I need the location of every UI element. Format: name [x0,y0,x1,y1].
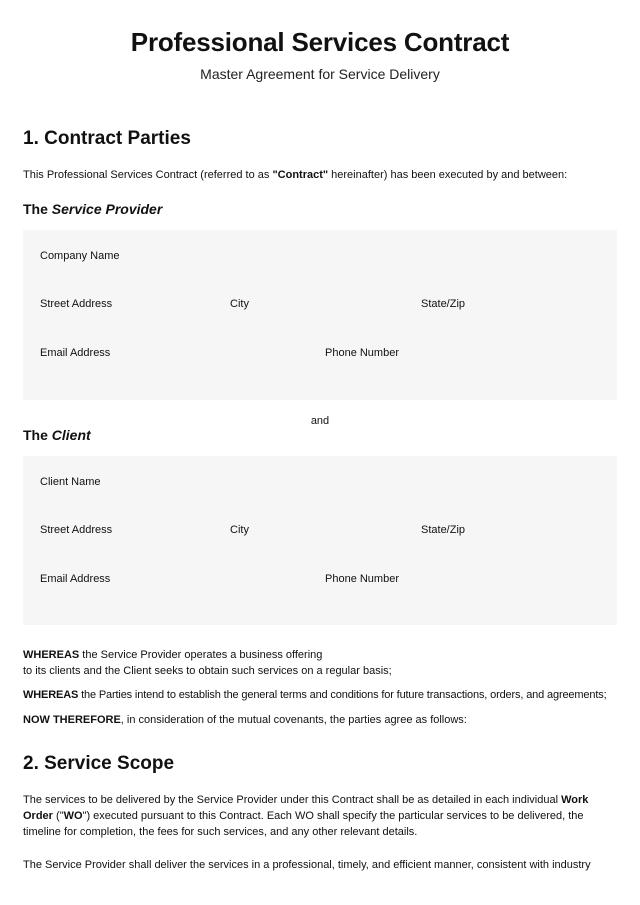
section-2-heading: 2. Service Scope [23,753,175,774]
document-subtitle: Master Agreement for Service Delivery [200,66,440,82]
scope-p1-text-c: ") executed pursuant to this Contract. Each WO shall specify the particular services to be delivered, the timeline for completion, the fees for such services, and any other relevant details. [23,810,584,838]
provider-state-zip-field[interactable]: State/Zip [421,298,466,310]
and-separator: and [310,415,330,427]
now-therefore-bold: NOW THEREFORE [23,714,121,726]
client-name-field[interactable]: Client Name [40,476,101,488]
client-heading-prefix: The [23,427,52,443]
whereas-clause-1 [23,647,623,679]
provider-street-address-field[interactable]: Street Address [40,298,113,310]
client-state-zip-field[interactable]: State/Zip [421,524,466,536]
client-city-field[interactable]: City [230,524,249,536]
now-therefore-text: , in consideration of the mutual covenants, the parties agree as follows: [120,714,467,726]
scope-p1-text-a: The services to be delivered by the Service Provider under this Contract shall be as detailed in each individual [23,794,562,806]
section-1-heading: 1. Contract Parties [23,128,191,149]
provider-details-box [23,230,617,400]
provider-email-address-field[interactable]: Email Address [40,347,111,359]
client-street-address-field[interactable]: Street Address [40,524,113,536]
scope-wo-term: WO [63,810,83,822]
provider-company-name-field[interactable]: Company Name [40,250,120,262]
intro-paragraph [23,167,623,183]
intro-text-before: This Professional Services Contract (referred to as [23,169,273,181]
whereas-1-line-2: to its clients and the Client seeks to obtain such services on a regular basis; [23,665,392,677]
intro-text-after: hereinafter) has been executed by and between: [328,169,568,181]
whereas-1-line-1: the Service Provider operates a business offering [79,649,323,661]
whereas-2-text: the Parties intend to establish the general terms and conditions for future transactions, orders, and agreements; [78,689,607,701]
service-scope-paragraph-2: The Service Provider shall deliver the services in a professional, timely, and efficient manner, consistent with industry [23,859,591,871]
document-title: Professional Services Contract [130,27,510,57]
whereas-1-bold: WHEREAS [23,649,80,661]
scope-p1-text-b: (" [52,810,64,822]
provider-city-field[interactable]: City [230,298,249,310]
provider-phone-number-field[interactable]: Phone Number [325,347,399,359]
client-heading [23,427,91,443]
intro-contract-term: "Contract" [272,169,329,181]
whereas-2-bold: WHEREAS [23,689,79,701]
service-scope-paragraph-1 [23,792,619,840]
whereas-clause-2 [23,687,633,703]
client-email-address-field[interactable]: Email Address [40,573,111,585]
provider-heading-italic: Service Provider [51,201,163,217]
client-details-box [23,456,617,625]
now-therefore-clause [23,712,623,728]
client-heading-italic: Client [51,427,91,443]
scope-work-order-term: Work Order [23,794,589,822]
client-phone-number-field[interactable]: Phone Number [325,573,399,585]
provider-heading-prefix: The [23,201,52,217]
provider-heading [23,201,162,217]
